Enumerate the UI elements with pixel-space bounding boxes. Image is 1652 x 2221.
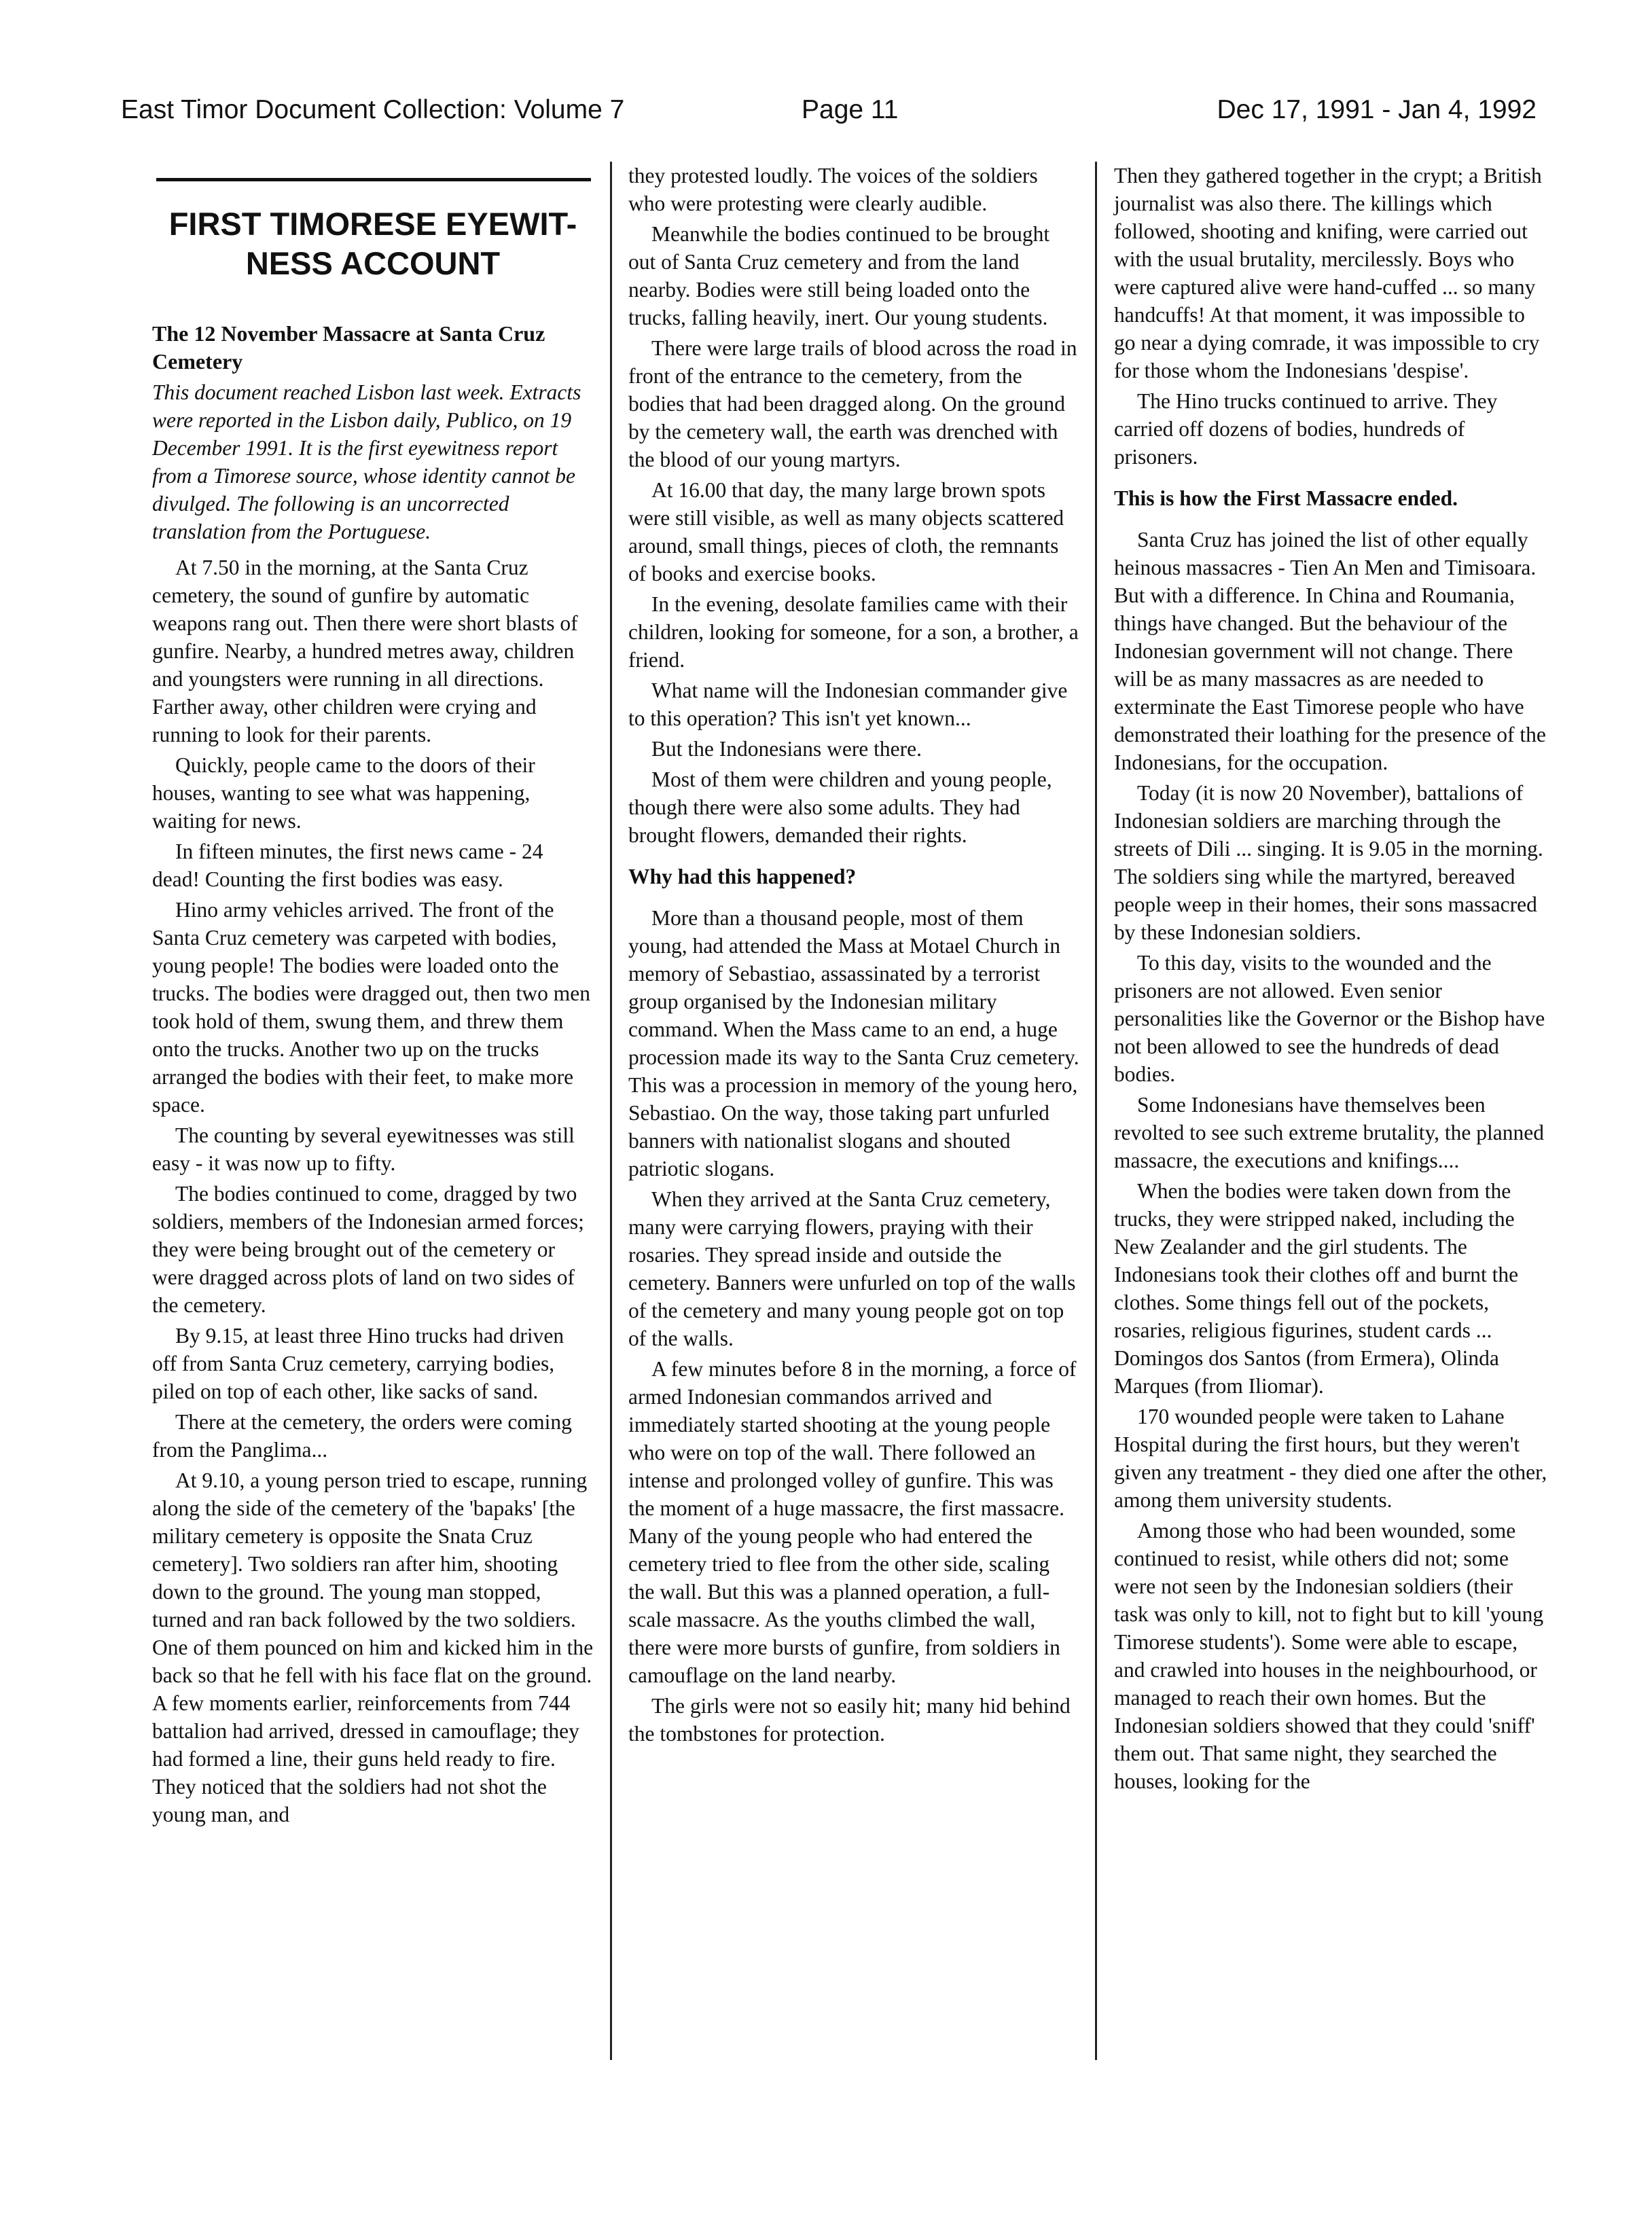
paragraph: When they arrived at the Santa Cruz cemetery, many were carrying flowers, praying with their rosaries. They spread inside and outside the cemetery. Banners were unfurled on top of the walls of the cemetery and many young people got on top of the walls.: [628, 1187, 1076, 1350]
column-2: [628, 162, 1079, 1750]
paragraph: At 7.50 in the morning, at the Santa Cruz cemetery, the sound of gunfire by automatic weapons rang out. Then there were short blasts of gunfire. Nearby, a hundred metres away, children and youngsters were running in all directions. Farther away, other children were crying and running to look for their parents.: [152, 556, 578, 746]
paragraph: The Hino trucks continued to arrive. They carried off dozens of bodies, hundreds of prisoners.: [1114, 389, 1498, 469]
article-title: FIRST TIMORESE EYEWIT-NESS ACCOUNT: [168, 206, 577, 281]
section-heading: This is how the First Massacre ended.: [1114, 486, 1458, 510]
article-intro: This document reached Lisbon last week. Extracts were reported in the Lisbon daily, Publico, on 19 December 1991. It is the first eyewitness report from a Timorese source, whose identity cannot be divulged. The following is an uncorrected translation from the Portuguese.: [152, 380, 581, 543]
paragraph: Santa Cruz has joined the list of other equally heinous massacres - Tien An Men and Timisoara. But with a difference. In China and Roumania, things have changed. But the behaviour of the Indonesian government will not change. There will be as many massacres as are needed to exterminate the East Timorese people who have demonstrated their loathing for the presence of the Indonesians, for the occupation.: [1114, 528, 1546, 774]
paragraph: A few minutes before 8 in the morning, a force of armed Indonesian commandos arrived and immediately started shooting at the young people who were on top of the wall. There followed an intense and prolonged volley of gunfire. This was the moment of a huge massacre, the first massacre. Many of the young people who had entered the cemetery tried to flee from the other side, scaling the wall. But this was a planned operation, a full-scale massacre. As the youths climbed the wall, there were more bursts of gunfire, from soldiers in camouflage on the land nearby.: [628, 1357, 1077, 1687]
paragraph: There at the cemetery, the orders were coming from the Panglima...: [152, 1410, 572, 1462]
paragraph: Some Indonesians have themselves been revolted to see such extreme brutality, the planned massacre, the executions and knifings....: [1114, 1093, 1544, 1172]
paragraph: The counting by several eyewitnesses was still easy - it was now up to fifty.: [152, 1123, 575, 1175]
paragraph: 170 wounded people were taken to Lahane Hospital during the first hours, but they weren't given any treatment - they died one after the other, among them university students.: [1114, 1405, 1547, 1512]
paragraph: In the evening, desolate families came with their children, looking for someone, for a son, a brother, a friend.: [628, 592, 1079, 672]
title-rule: [156, 178, 591, 181]
paragraph: The bodies continued to come, dragged by two soldiers, members of the Indonesian armed forces; they were being brought out of the cemetery or were dragged across plots of land on two sides of the cemetery.: [152, 1182, 584, 1317]
article-subtitle: The 12 November Massacre at Santa Cruz Cemetery: [152, 321, 545, 374]
paragraph: More than a thousand people, most of them young, had attended the Mass at Motael Church in memory of Sebastiao, assassinated by a terrorist group organised by the Indonesian military command. When the Mass came to an end, a huge procession made its way to the Santa Cruz cemetery. This was a procession in memory of the young hero, Sebastiao. On the way, those taking part unfurled banners with nationalist slogans and shouted patriotic slogans.: [628, 906, 1079, 1180]
column-divider: [1095, 162, 1097, 2060]
section-heading: Why had this happened?: [628, 865, 857, 888]
paragraph: At 16.00 that day, the many large brown spots were still visible, as well as many objects scattered around, small things, pieces of cloth, the remnants of books and exercise books.: [628, 478, 1064, 585]
paragraph: By 9.15, at least three Hino trucks had driven off from Santa Cruz cemetery, carrying bodies, piled on top of each other, like sacks of sand.: [152, 1324, 564, 1403]
paragraph: At 9.10, a young person tried to escape, running along the side of the cemetery of the 'bapaks' [the military cemetery is opposite the Snata Cruz cemetery]. Two soldiers ran after him, shooting down to the ground. The young man stopped, turned and ran back followed by the two soldiers. One of them pounced on him and kicked him in the back so that he fell with his face flat on the ground. A few moments earlier, reinforcements from 744 battalion had arrived, dressed in camouflage; they had formed a line, their guns held ready to fire. They noticed that the soldiers had not shot the young man, and: [152, 1468, 594, 1826]
paragraph: Most of them were children and young people, though there were also some adults. They had brought flowers, demanded their rights.: [628, 768, 1052, 847]
collection-title: East Timor Document Collection: Volume 7: [121, 95, 625, 124]
paragraph: There were large trails of blood across the road in front of the entrance to the cemetery, from the bodies that had been dragged along. On the ground by the cemetery wall, the earth was drenched with the blood of our young martyrs.: [628, 336, 1077, 471]
paragraph: The girls were not so easily hit; many hid behind the tombstones for protection.: [628, 1694, 1071, 1746]
paragraph: But the Indonesians were there.: [651, 737, 922, 761]
paragraph: Quickly, people came to the doors of their houses, wanting to see what was happening, waiting for news.: [152, 753, 535, 833]
paragraph: When the bodies were taken down from the trucks, they were stripped naked, including the New Zealander and the girl students. The Indonesians took their clothes off and burnt the clothes. Some things fell out of the pockets, rosaries, religious figurines, student cards ... Domingos dos Santos (from Ermera), Olinda Marques (from Iliomar).: [1114, 1179, 1519, 1398]
paragraph: In fifteen minutes, the first news came - 24 dead! Counting the first bodies was easy.: [152, 839, 543, 891]
paragraph: they protested loudly. The voices of the soldiers who were protesting were clearly audible.: [628, 164, 1038, 215]
date-range: Dec 17, 1991 - Jan 4, 1992: [1217, 95, 1537, 124]
paragraph: Among those who had been wounded, some continued to resist, while others did not; some were not seen by the Indonesian soldiers (their task was only to kill, not to fight but to kill 'young Timorese students'). Some were able to escape, and crawled into houses in the neighbourhood, or managed to reach their own homes. But the Indonesian soldiers showed that they could 'sniff' them out. That same night, they searched the houses, looking for the: [1114, 1519, 1544, 1793]
paragraph: Today (it is now 20 November), battalions of Indonesian soldiers are marching through the streets of Dili ... singing. It is 9.05 in the morning. The soldiers sing while the martyred, bereaved people weep in their homes, their sons massacred by these Indonesian soldiers.: [1114, 781, 1543, 944]
column-1: [152, 162, 594, 1831]
paragraph: Meanwhile the bodies continued to be brought out of Santa Cruz cemetery and from the land nearby. Bodies were still being loaded onto the trucks, falling heavily, inert. Our young students.: [628, 222, 1050, 329]
column-3: [1114, 162, 1549, 1798]
paragraph: To this day, visits to the wounded and the prisoners are not allowed. Even senior personalities like the Governor or the Bishop have not been allowed to see the hundreds of dead bodies.: [1114, 951, 1545, 1086]
paragraph: What name will the Indonesian commander give to this operation? This isn't yet known...: [628, 679, 1068, 730]
paragraph: Then they gathered together in the crypt; a British journalist was also there. The killings which followed, shooting and knifing, were carried out with the usual brutality, mercilessly. Boys who were captured alive were hand-cuffed ... so many handcuffs! At that moment, it was impossible to go near a dying comrade, it was impossible to cry for those whom the Indonesians 'despise'.: [1114, 164, 1542, 382]
column-divider: [610, 162, 612, 2060]
paragraph: Hino army vehicles arrived. The front of the Santa Cruz cemetery was carpeted with bodies, young people! The bodies were loaded onto the trucks. The bodies were dragged out, then two men took hold of them, swung them, and threw them onto the trucks. Another two up on the trucks arranged the bodies with their feet, to make more space.: [152, 898, 590, 1117]
page-number: Page 11: [802, 95, 899, 124]
